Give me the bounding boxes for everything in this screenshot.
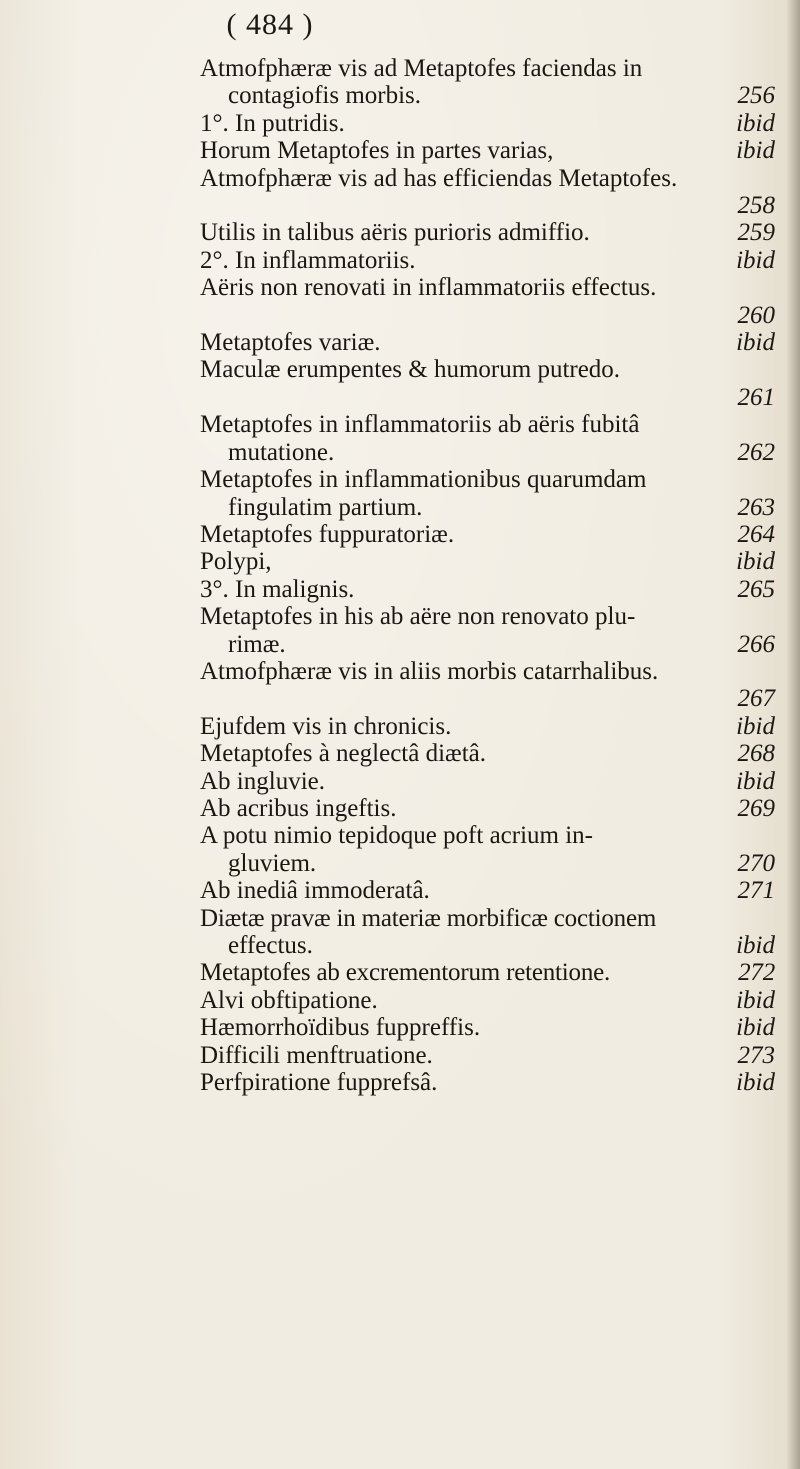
- index-entry: Metaptofes ab excrementorum retentione. 272: [200, 959, 775, 987]
- index-entry-page-line: 258: [737, 192, 775, 220]
- index-entry: Metaptofes variæ. ibid: [200, 329, 775, 357]
- index-entry: Utilis in talibus aëris purioris admiffio. 259: [200, 219, 775, 247]
- index-entry-page-line: 260: [737, 301, 775, 329]
- index-entry: Atmofphæræ vis ad has efficiendas Metaptofes.: [200, 164, 678, 192]
- page-number-header: ( 484 ): [226, 8, 314, 41]
- index-entry: Metaptofes in inflammatoriis ab aëris fubitâ: [200, 411, 640, 439]
- index-entry-page-line: 267: [737, 685, 775, 713]
- index-entry: 1°. In putridis. ibid: [200, 109, 775, 137]
- index-entry: Alvi obftipatione. ibid: [200, 986, 775, 1014]
- index-entry: Metaptofes à neglectâ diætâ. 268: [200, 740, 775, 768]
- page-edge-shadow: [786, 0, 800, 1469]
- index-entry: Atmofphæræ vis in aliis morbis catarrhalibus.: [200, 657, 659, 685]
- index-entry-page-line: 261: [737, 383, 775, 411]
- index-entry: 3°. In malignis. 265: [200, 575, 775, 603]
- index-entry: Difficili menftruatione. 273: [200, 1041, 775, 1069]
- index-entry: Aëris non renovati in inflammatoriis effectus.: [200, 274, 657, 302]
- index-entry: A potu nimio tepidoque poft acrium in-: [200, 822, 593, 850]
- index-entry: Polypi, ibid: [200, 548, 775, 576]
- index-entry: Ejufdem vis in chronicis. ibid: [200, 712, 775, 740]
- index-entry: effectus. ibid: [228, 932, 775, 959]
- index-entry: gluviem. 270: [228, 849, 775, 877]
- index-entry: Hæmorrhoïdibus fuppreffis. ibid: [200, 1014, 775, 1042]
- index-entry: 2°. In inflammatoriis. ibid: [200, 246, 775, 274]
- index-entry: fingulatim partium. 263: [228, 493, 775, 521]
- index-entry: mutatione. 262: [228, 438, 775, 466]
- index-list: [200, 55, 775, 1096]
- index-entry: Ab acribus ingeftis. 269: [200, 794, 775, 822]
- index-entry: Horum Metaptofes in partes varias, ibid: [200, 137, 775, 165]
- index-entry: Maculæ erumpentes & humorum putredo.: [200, 356, 621, 384]
- index-entry: rimæ. 266: [228, 630, 775, 658]
- index-entry: contagiofis morbis. 256: [228, 82, 775, 110]
- index-entry: Atmofphæræ vis ad Metaptofes faciendas in: [200, 55, 643, 82]
- index-entry: Ab ingluvie. ibid: [200, 767, 775, 795]
- index-entry: Metaptofes in inflammationibus quarumdam: [200, 466, 647, 494]
- index-entry: Metaptofes in his ab aëre non renovato plu-: [200, 603, 636, 631]
- index-entry: Perfpiratione fupprefsâ. ibid: [200, 1069, 775, 1097]
- index-entry: Diætæ pravæ in materiæ morbificæ coctionem: [200, 904, 657, 932]
- index-entry: Ab inediâ immoderatâ. 271: [200, 877, 775, 905]
- index-entry: Metaptofes fuppuratoriæ. 264: [200, 520, 775, 548]
